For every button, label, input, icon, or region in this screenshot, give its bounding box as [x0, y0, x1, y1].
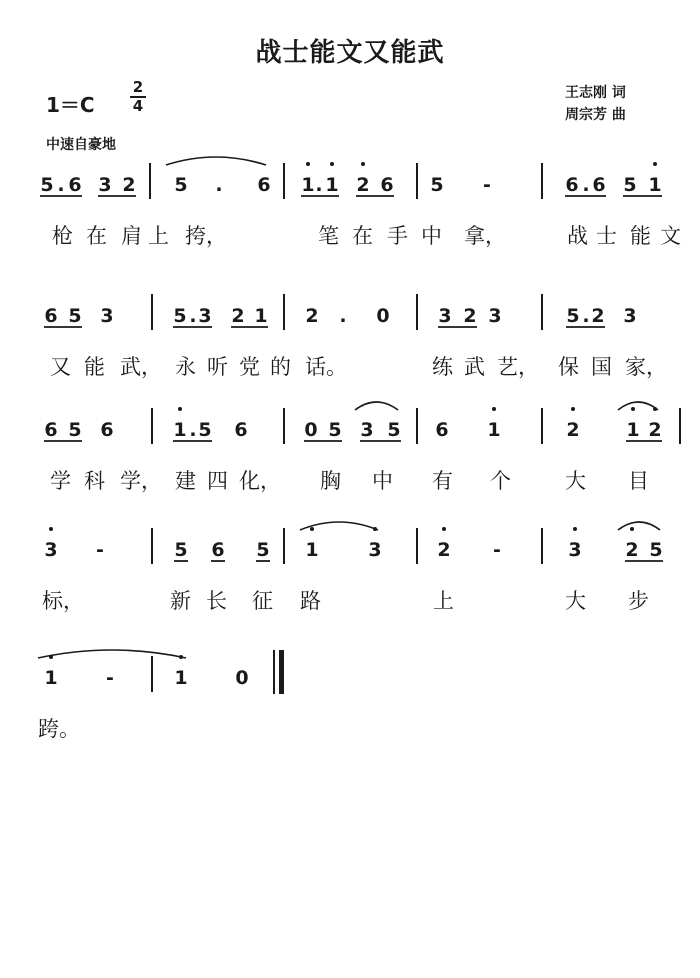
lyric: 科 [84, 469, 105, 493]
lyric: 目 [628, 469, 649, 493]
high-octave-dot [492, 407, 496, 411]
lyric: 在 [86, 224, 107, 248]
dash-note: - [483, 174, 491, 196]
dash-note: - [493, 539, 501, 561]
high-octave-dot [630, 527, 634, 531]
note: 5 [174, 174, 188, 196]
lyric: 学， [120, 469, 162, 493]
lyric: 练 [432, 355, 453, 379]
note: 5 [566, 305, 580, 327]
lyric: 学 [50, 469, 71, 493]
slur [38, 650, 186, 658]
lyric: 武， [120, 355, 162, 379]
note: 5 [623, 174, 637, 196]
high-octave-dot [310, 527, 314, 531]
lyric: 胸 [320, 469, 341, 493]
note: 6 [435, 419, 449, 441]
lyric: 个 [490, 469, 511, 493]
note: 5 [649, 539, 663, 561]
note: 3 [44, 539, 58, 561]
note: 2 [122, 174, 136, 196]
augmentation-dot: . [339, 305, 347, 327]
high-octave-dot [653, 162, 657, 166]
lyric: 建 [175, 469, 196, 493]
time-signature-top: 2 [132, 78, 144, 96]
lyric: 士 [596, 224, 617, 248]
lyric: 新 [170, 589, 191, 613]
note: 3 [568, 539, 582, 561]
final-bar-thick [279, 650, 284, 694]
augmentation-dot: . [189, 419, 197, 441]
note: 6 [565, 174, 579, 196]
tempo-marking: 中速自豪地 [46, 137, 116, 153]
slur [166, 157, 266, 165]
slur [618, 522, 660, 530]
note: 5 [40, 174, 54, 196]
high-octave-dot [330, 162, 334, 166]
note: 5 [198, 419, 212, 441]
lyric: 艺， [497, 355, 539, 379]
lyric: 家， [625, 355, 667, 379]
note: 2 [356, 174, 370, 196]
note: 5 [173, 305, 187, 327]
note: 5 [68, 305, 82, 327]
dash-note: - [106, 667, 114, 689]
note: 6 [380, 174, 394, 196]
note: 5 [387, 419, 401, 441]
note: 1 [301, 174, 315, 196]
lyric: 中 [421, 224, 442, 248]
note: 0 [235, 667, 249, 689]
note: 3 [368, 539, 382, 561]
lyric: 上 [148, 224, 169, 248]
note: 1 [174, 667, 188, 689]
note: 6 [68, 174, 82, 196]
lyric: 四 [207, 469, 228, 493]
note: 2 [463, 305, 477, 327]
note: 3 [623, 305, 637, 327]
note: 1 [487, 419, 501, 441]
lyric: 能 [84, 355, 105, 379]
lyric: 能 [630, 224, 651, 248]
note: 2 [437, 539, 451, 561]
note: 6 [211, 539, 225, 561]
note: 5 [430, 174, 444, 196]
note: 2 [305, 305, 319, 327]
note: 0 [376, 305, 390, 327]
augmentation-dot: . [315, 174, 323, 196]
note: 5 [174, 539, 188, 561]
lyricist-credit: 王志刚 词 [565, 85, 626, 101]
note: 5 [68, 419, 82, 441]
note: 1 [626, 419, 640, 441]
lyric: 长 [206, 589, 227, 613]
note: 3 [100, 305, 114, 327]
lyric: 肩 [121, 224, 142, 248]
high-octave-dot [573, 527, 577, 531]
note: 6 [44, 419, 58, 441]
high-octave-dot [361, 162, 365, 166]
note: 1 [305, 539, 319, 561]
note: 0 [304, 419, 318, 441]
note: 1 [325, 174, 339, 196]
lyric: 跨。 [38, 717, 80, 741]
note: 3 [360, 419, 374, 441]
lyric: 化， [239, 469, 281, 493]
note: 1 [254, 305, 268, 327]
high-octave-dot [631, 407, 635, 411]
augmentation-dot: . [582, 174, 590, 196]
lyric: 话。 [305, 355, 347, 379]
note: 1 [173, 419, 187, 441]
augmentation-dot: . [215, 174, 223, 196]
lyric: 手 [387, 224, 408, 248]
note: 6 [100, 419, 114, 441]
note: 6 [234, 419, 248, 441]
high-octave-dot [178, 407, 182, 411]
augmentation-dot: . [189, 305, 197, 327]
composer-credit: 周宗芳 曲 [565, 107, 626, 123]
lyric: 武 [464, 355, 485, 379]
note: 3 [198, 305, 212, 327]
lyric: 征 [252, 589, 273, 613]
slur [618, 402, 658, 410]
high-octave-dot [571, 407, 575, 411]
note: 3 [438, 305, 452, 327]
lyric: 大 [565, 589, 586, 613]
high-octave-dot [442, 527, 446, 531]
lyric: 战 [567, 224, 588, 248]
lyric: 保 [558, 355, 579, 379]
note: 1 [44, 667, 58, 689]
lyric: 永 [175, 355, 196, 379]
song-title: 战士能文又能武 [255, 38, 445, 68]
lyric: 标， [42, 589, 84, 613]
augmentation-dot: . [582, 305, 590, 327]
lyric: 又 [50, 355, 71, 379]
key-signature: 1＝C [46, 93, 95, 117]
time-signature-bottom: 4 [132, 97, 144, 115]
high-octave-dot [306, 162, 310, 166]
note: 6 [44, 305, 58, 327]
augmentation-dot: . [57, 174, 65, 196]
lyric: 听 [207, 355, 228, 379]
high-octave-dot [49, 527, 53, 531]
lyric: 枪 [52, 224, 73, 248]
lyric: 有 [432, 469, 453, 493]
lyric: 步 [628, 589, 649, 613]
lyric: 国 [591, 355, 612, 379]
note: 5 [256, 539, 270, 561]
note: 2 [625, 539, 639, 561]
note: 2 [591, 305, 605, 327]
note: 3 [488, 305, 502, 327]
note: 5 [328, 419, 342, 441]
lyric: 中 [372, 469, 393, 493]
lyric: 上 [433, 589, 454, 613]
note: 6 [257, 174, 271, 196]
lyric: 的 [270, 355, 291, 379]
lyric: 路 [300, 589, 321, 613]
note: 1 [648, 174, 662, 196]
note: 2 [231, 305, 245, 327]
note: 6 [592, 174, 606, 196]
lyric: 挎， [185, 224, 227, 248]
lyric: 党 [239, 355, 260, 379]
lyric: 文 [660, 224, 681, 248]
note: 2 [648, 419, 662, 441]
slur [355, 402, 398, 410]
lyric: 拿， [464, 224, 506, 248]
dash-note: - [96, 539, 104, 561]
note: 2 [566, 419, 580, 441]
lyric: 在 [352, 224, 373, 248]
lyric: 大 [565, 469, 586, 493]
note: 3 [98, 174, 112, 196]
lyric: 笔 [318, 224, 339, 248]
